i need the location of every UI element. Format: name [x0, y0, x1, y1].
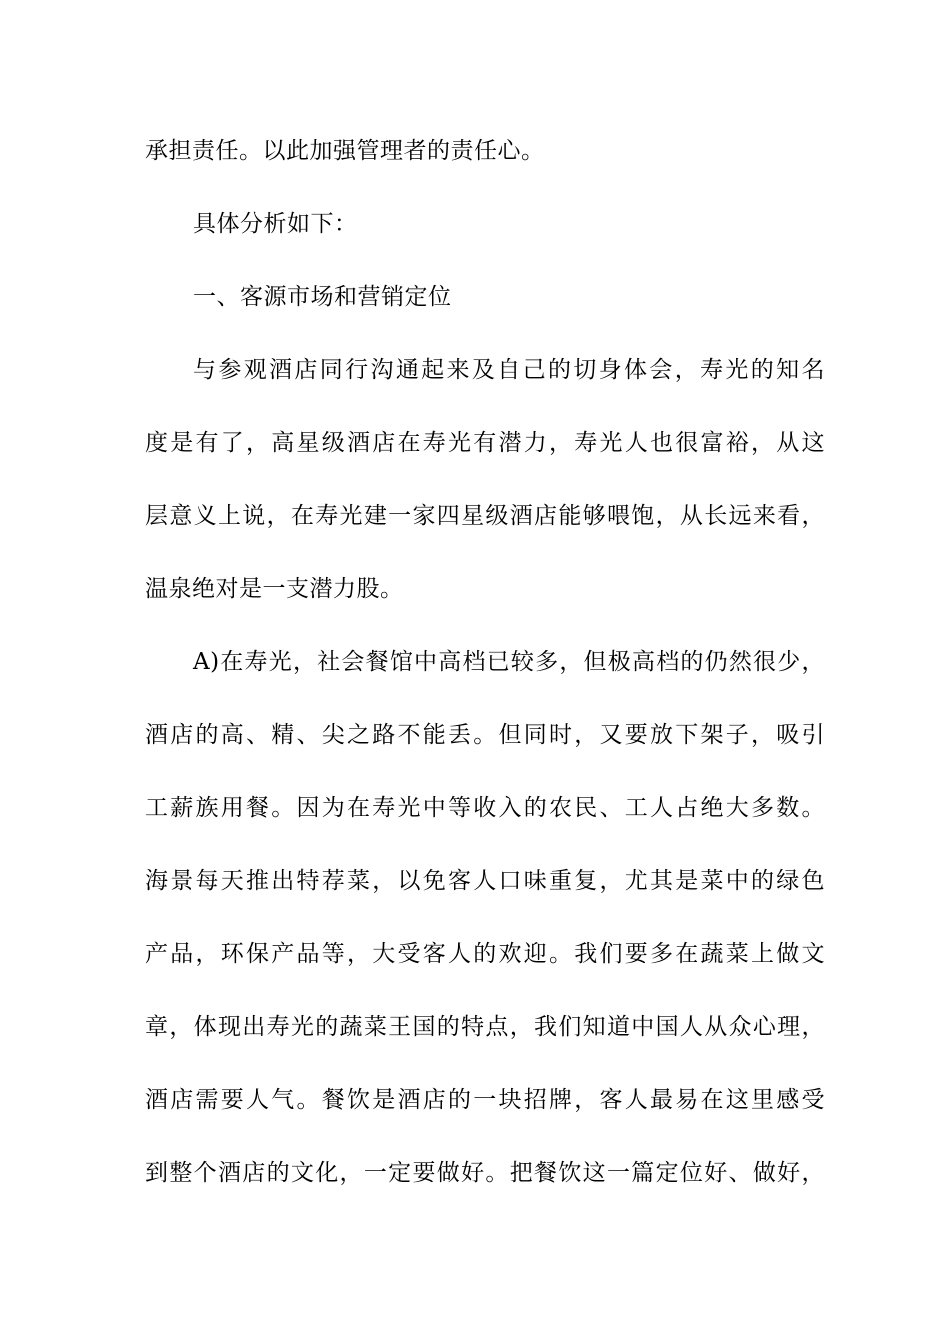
- paragraph-line: 海景每天推出特荐菜，以免客人口味重复，尤其是菜中的绿色: [145, 868, 825, 894]
- body-text: [145, 133, 825, 1228]
- paragraph-line: 产品，环保产品等，大受客人的欢迎。我们要多在蔬菜上做文: [145, 941, 825, 967]
- paragraph-line: 酒店需要人气。餐饮是酒店的一块招牌，客人最易在这里感受: [145, 1087, 825, 1113]
- paragraph-line: 到整个酒店的文化，一定要做好。把餐饮这一篇定位好、做好，: [145, 1160, 825, 1186]
- paragraph-line: A)在寿光，社会餐馆中高档已较多，但极高档的仍然很少，: [193, 649, 825, 675]
- section-heading: 一、客源市场和营销定位: [193, 284, 452, 310]
- text-line-intro: 具体分析如下：: [193, 211, 358, 237]
- paragraph-line: 温泉绝对是一支潜力股。: [145, 576, 404, 602]
- paragraph-line: 层意义上说，在寿光建一家四星级酒店能够喂饱，从长远来看，: [145, 503, 825, 529]
- paragraph-line: 章，体现出寿光的蔬菜王国的特点，我们知道中国人从众心理，: [145, 1014, 825, 1040]
- paragraph-line: 度是有了，高星级酒店在寿光有潜力，寿光人也很富裕，从这: [145, 430, 825, 456]
- paragraph-line: 酒店的高、精、尖之路不能丢。但同时，又要放下架子，吸引: [145, 722, 825, 748]
- text-line-continuation: 承担责任。以此加强管理者的责任心。: [145, 138, 545, 164]
- paragraph-line: 与参观酒店同行沟通起来及自己的切身体会，寿光的知名: [193, 357, 825, 383]
- paragraph-line: 工薪族用餐。因为在寿光中等收入的农民、工人占绝大多数。: [145, 795, 825, 821]
